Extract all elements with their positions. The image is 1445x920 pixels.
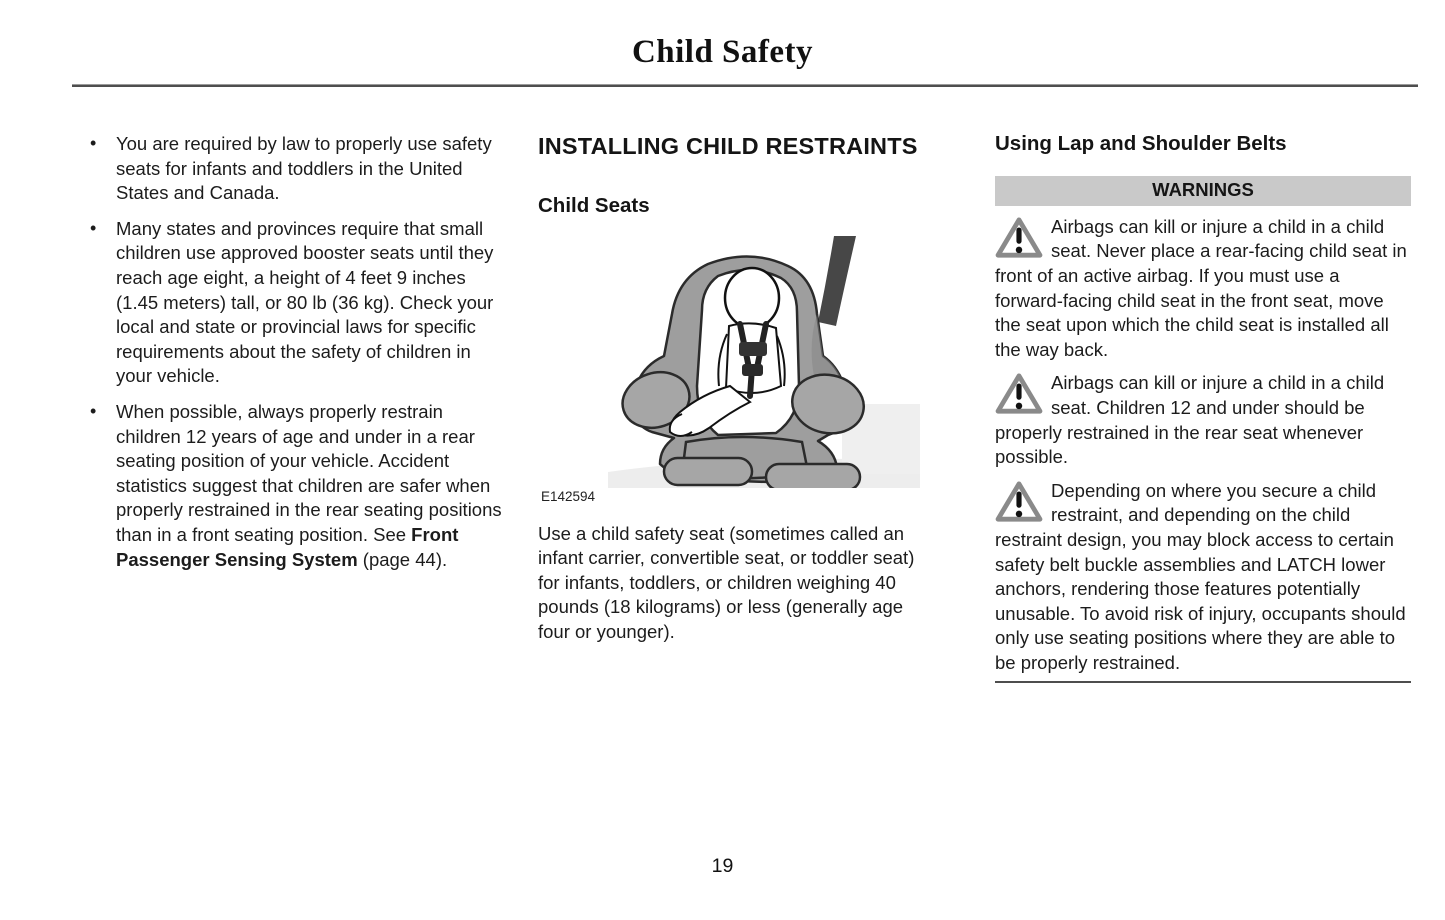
warning-paragraph [995,371,1411,469]
warnings-header: WARNINGS [995,176,1411,206]
figure-child-seat [538,234,940,506]
bullet-item [88,400,508,572]
bullet-list [88,132,508,572]
bullet-text-suffix: (page 44). [357,548,448,570]
child-seat-illustration [590,236,920,488]
warning-paragraph [995,215,1411,363]
right-column-heading: Using Lap and Shoulder Belts [995,132,1287,155]
section-heading: INSTALLING CHILD RESTRAINTS [538,133,918,159]
cross-reference-bold: Front Passenger Sensing System [116,523,459,570]
page-title: Child Safety [631,34,814,70]
bullet-text: You are required by law to properly use safety seats for infants and toddlers in the United States and Canada. [116,133,492,204]
warning-triangle-icon [995,217,1043,259]
middle-column [538,131,940,644]
warning-item [995,479,1411,676]
subsection-heading: Child Seats [538,194,650,218]
bullet-text: When possible, always properly restrain children 12 years of age and under in a rear seating position of your vehicle. Accident statistics suggest that children are safer when properly restrained in the rear seating positions than in a front seating position. See [116,400,502,545]
warnings-end-rule [995,681,1411,683]
bullet-text: Many states and provinces require that small children use approved booster seats until they reach age eight, a height of 4 feet 9 inches (1.45 meters) tall, or 80 lb (36 kg). Check your local and state or provincial laws for specific requirements about the safety of children in your vehicle. [116,217,494,387]
warning-triangle-icon [995,481,1043,523]
left-column [88,132,508,583]
warning-item [995,371,1411,469]
warning-paragraph [995,479,1411,676]
bullet-item [88,132,508,206]
right-column [995,130,1411,683]
page-number: 19 [711,855,734,877]
warning-text: Airbags can kill or injure a child in a child seat. Children 12 and under should be properly restrained in the rear seat whenever possible. [995,372,1385,468]
body-paragraph: Use a child safety seat (sometimes called an infant carrier, convertible seat, or toddler seat) for infants, toddlers, or children weighing 40 pounds (18 kilograms) or less (generally age four or younger). [538,522,915,642]
title-rule [72,84,1418,87]
warning-item [995,215,1411,363]
figure-caption: E142594 [541,488,596,504]
bullet-item [88,217,508,389]
warning-triangle-icon [995,373,1043,415]
warning-text: Depending on where you secure a child restraint, and depending on the child restraint design, you may block access to certain safety belt buckle assemblies and LATCH lower anchors, rendering those features potentially unusable. To avoid risk of injury, occupants should only use seating positions where they are able to be properly restrained. [995,479,1406,673]
warning-text: Airbags can kill or injure a child in a child seat. Never place a rear-facing child seat in front of an active airbag. If you must use a forward-facing child seat in the front seat, move the seat upon which the child seat is installed all the way back. [995,215,1407,360]
